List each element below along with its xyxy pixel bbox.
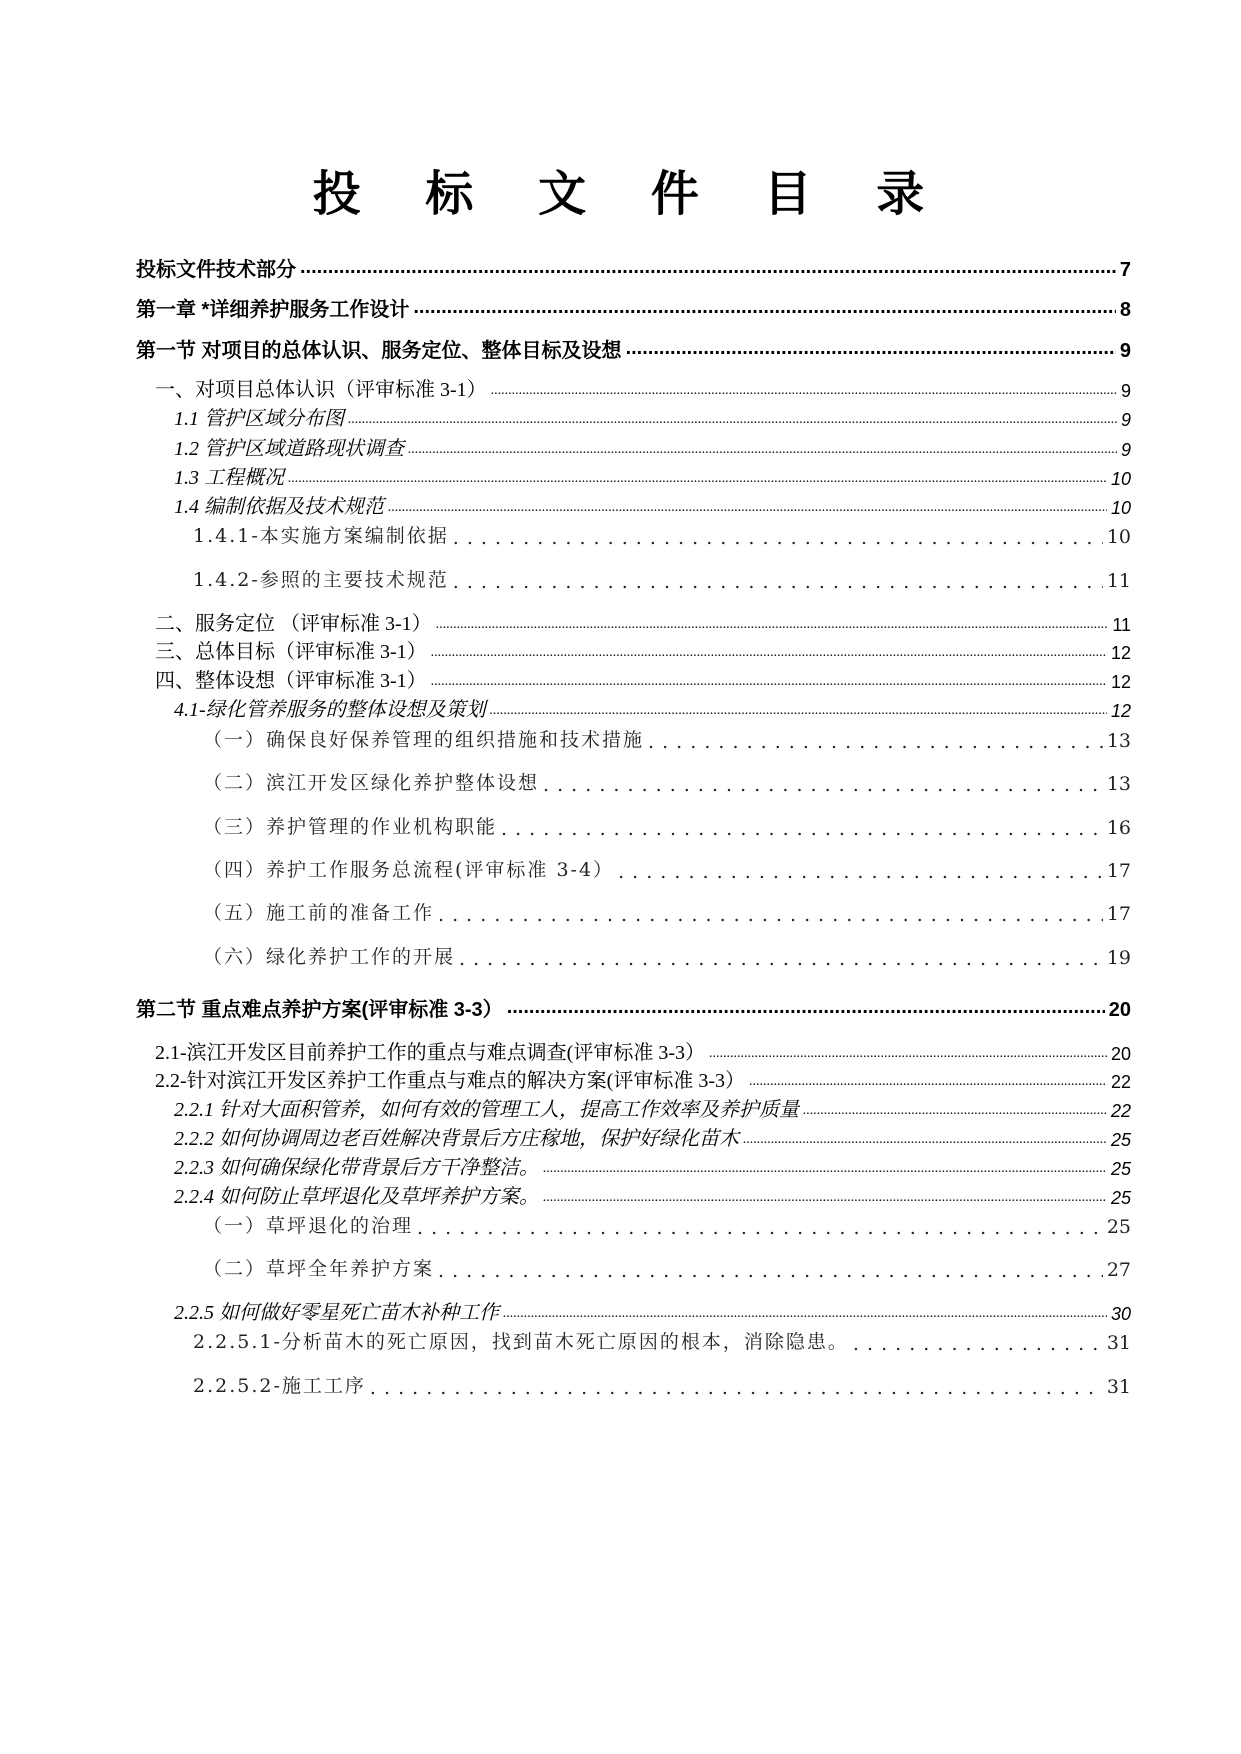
toc-entry-label: 2.2.4 如何防止草坪退化及草坪养护方案。: [174, 1186, 539, 1208]
toc-entry[interactable]: [174, 1121, 1131, 1151]
toc-entry[interactable]: [174, 692, 1131, 722]
toc-entry-page: 10: [1106, 526, 1131, 548]
toc-entry-label: （四）养护工作服务总流程(评审标准 3-4）: [203, 859, 615, 881]
dot-leader: [626, 338, 1116, 358]
toc-entry-label: （三）养护管理的作业机构职能: [203, 816, 498, 838]
toc-entry-page: 11: [1106, 570, 1131, 592]
toc-entry-page: 31: [1106, 1376, 1131, 1398]
dot-leader: [453, 573, 1103, 592]
dot-leader: [408, 443, 1117, 457]
dot-leader: [438, 906, 1103, 925]
toc-entry-label: 投标文件技术部分: [136, 259, 296, 281]
dot-leader: [453, 529, 1103, 548]
toc-entry-label: （二）滨江开发区绿化养护整体设想: [203, 772, 540, 794]
toc-entry-label: 第一章 *详细养护服务工作设计: [136, 299, 410, 321]
toc-entry[interactable]: [203, 895, 1131, 925]
dot-leader: [543, 776, 1103, 795]
toc-entry-label: 2.2.3 如何确保绿化带背景后方干净整洁。: [174, 1157, 539, 1179]
toc-entry[interactable]: [203, 1251, 1131, 1281]
document-title: 投 标 文 件 目 录: [312, 166, 949, 222]
dot-leader: [743, 1133, 1107, 1147]
toc-entry-label: 2.2.5.2-施工工序: [193, 1375, 366, 1397]
toc-entry[interactable]: [155, 634, 1131, 664]
toc-entry[interactable]: [203, 765, 1131, 795]
toc-entry[interactable]: [174, 1092, 1131, 1122]
toc-entry-page: 25: [1110, 1130, 1131, 1150]
toc-entry[interactable]: [203, 852, 1131, 882]
toc-entry-page: 9: [1119, 340, 1131, 362]
toc-entry-page: 17: [1106, 860, 1131, 882]
toc-entry-label: 1.2 管护区域道路现状调查: [174, 438, 404, 460]
toc-entry-label: 1.4 编制依据及技术规范: [174, 496, 384, 518]
toc-entry-label: 二、服务定位 （评审标准 3-1）: [155, 613, 432, 635]
toc-entry-label: 1.3 工程概况: [174, 467, 284, 489]
dot-leader: [709, 1047, 1107, 1061]
toc-entry[interactable]: [155, 606, 1131, 636]
toc-entry-page: 20: [1108, 999, 1131, 1021]
toc-entry-page: 13: [1106, 730, 1131, 752]
toc-entry[interactable]: [174, 431, 1131, 461]
toc-entry-label: （五）施工前的准备工作: [203, 902, 435, 924]
toc-entry[interactable]: [174, 1150, 1131, 1180]
toc-entry-page: 22: [1110, 1101, 1131, 1121]
toc-entry-label: 1.4.2-参照的主要技术规范: [193, 569, 449, 591]
toc-entry-page: 9: [1120, 440, 1131, 460]
dot-leader: [618, 863, 1103, 882]
toc-entry-label: 2.2.1 针对大面积管养，如何有效的管理工人，提高工作效率及养护质量: [174, 1099, 799, 1121]
toc-entry-label: （二）草坪全年养护方案: [203, 1258, 435, 1280]
toc-entry-label: （一）草坪退化的治理: [203, 1215, 414, 1237]
toc-entry[interactable]: [193, 1368, 1131, 1398]
toc-entry[interactable]: [174, 401, 1131, 431]
toc-entry-label: （六）绿化养护工作的开展: [203, 946, 456, 968]
dot-leader: [543, 1191, 1107, 1205]
dot-leader: [491, 384, 1117, 398]
toc-entry-page: 17: [1106, 903, 1131, 925]
toc-entry-label: 四、整体设想（评审标准 3-1）: [155, 670, 427, 692]
toc-entry-label: 第一节 对项目的总体认识、服务定位、整体目标及设想: [136, 340, 622, 362]
toc-entry[interactable]: [174, 460, 1131, 490]
toc-entry-page: 19: [1106, 947, 1131, 969]
dot-leader: [300, 257, 1116, 277]
toc-entry[interactable]: [136, 292, 1131, 322]
dot-leader: [436, 618, 1109, 632]
dot-leader: [501, 820, 1103, 839]
toc-entry-page: 31: [1106, 1332, 1131, 1354]
dot-leader: [348, 413, 1117, 427]
toc-entry-label: （一）确保良好保养管理的组织措施和技术措施: [203, 729, 645, 751]
toc-entry[interactable]: [193, 518, 1131, 548]
toc-entry-label: 2.2.5.1-分析苗木的死亡原因，找到苗木死亡原因的根本，消除隐患。: [193, 1331, 849, 1353]
dot-leader: [853, 1335, 1103, 1354]
toc-entry[interactable]: [174, 1295, 1131, 1325]
toc-entry-page: 12: [1110, 643, 1131, 663]
dot-leader: [388, 501, 1107, 515]
toc-entry-page: 16: [1106, 817, 1131, 839]
toc-entry[interactable]: [155, 1035, 1131, 1065]
toc-entry-label: 4.1-绿化管养服务的整体设想及策划: [174, 699, 486, 721]
dot-leader: [803, 1104, 1107, 1118]
toc-entry-label: 三、总体目标（评审标准 3-1）: [155, 641, 427, 663]
toc-entry-page: 20: [1110, 1044, 1131, 1064]
toc-entry-label: 1.1 管护区域分布图: [174, 408, 344, 430]
dot-leader: [431, 675, 1107, 689]
toc-entry[interactable]: [193, 1324, 1131, 1354]
dot-leader: [431, 646, 1107, 660]
toc-entry[interactable]: [155, 372, 1131, 402]
toc-entry-page: 7: [1119, 259, 1131, 281]
toc-entry-label: 2.1-滨江开发区目前养护工作的重点与难点调查(评审标准 3-3）: [155, 1042, 705, 1064]
toc-entry-page: 9: [1120, 381, 1131, 401]
toc-entry-page: 8: [1119, 299, 1131, 321]
toc-entry-page: 22: [1110, 1072, 1131, 1092]
toc-entry-label: 2.2-针对滨江开发区养护工作重点与难点的解决方案(评审标准 3-3）: [155, 1070, 745, 1092]
dot-leader: [288, 472, 1107, 486]
toc-entry-page: 12: [1110, 701, 1131, 721]
toc-entry[interactable]: [203, 1208, 1131, 1238]
toc-entry-page: 30: [1110, 1304, 1131, 1324]
toc-entry-page: 12: [1110, 672, 1131, 692]
toc-entry[interactable]: [155, 1063, 1131, 1093]
dot-leader: [459, 950, 1103, 969]
toc-entry-page: 10: [1110, 498, 1131, 518]
toc-entry-page: 9: [1120, 410, 1131, 430]
toc-entry[interactable]: [136, 252, 1131, 282]
toc-entry-label: 2.2.2 如何协调周边老百姓解决背景后方庄稼地，保护好绿化苗木: [174, 1128, 739, 1150]
dot-leader: [438, 1262, 1103, 1281]
toc-entry[interactable]: [174, 1179, 1131, 1209]
dot-leader: [413, 297, 1116, 317]
toc-entry-label: 1.4.1-本实施方案编制依据: [193, 525, 449, 547]
dot-leader: [648, 733, 1103, 752]
toc-entry[interactable]: [174, 489, 1131, 519]
toc-entry-page: 10: [1110, 469, 1131, 489]
toc-entry-page: 27: [1106, 1259, 1131, 1281]
toc-entry[interactable]: [203, 809, 1131, 839]
toc-entry-label: 一、对项目总体认识（评审标准 3-1）: [155, 379, 487, 401]
toc-entry-page: 25: [1106, 1216, 1131, 1238]
toc-entry-page: 13: [1106, 773, 1131, 795]
toc-entry[interactable]: [155, 663, 1131, 693]
toc-entry[interactable]: [136, 333, 1131, 363]
toc-entry-page: 25: [1110, 1188, 1131, 1208]
toc-entry[interactable]: [136, 992, 1131, 1022]
toc-entry-page: 11: [1112, 615, 1131, 635]
dot-leader: [503, 1307, 1107, 1321]
dot-leader: [490, 704, 1107, 718]
toc-entry[interactable]: [193, 562, 1131, 592]
dot-leader: [749, 1075, 1107, 1089]
dot-leader: [507, 997, 1105, 1017]
dot-leader: [370, 1379, 1103, 1398]
toc-entry-page: 25: [1110, 1159, 1131, 1179]
toc-entry[interactable]: [203, 722, 1131, 752]
dot-leader: [417, 1219, 1103, 1238]
dot-leader: [543, 1162, 1107, 1176]
toc-entry[interactable]: [203, 939, 1131, 969]
toc-entry-label: 2.2.5 如何做好零星死亡苗木补种工作: [174, 1302, 499, 1324]
toc-entry-label: 第二节 重点难点养护方案(评审标准 3-3）: [136, 999, 503, 1021]
